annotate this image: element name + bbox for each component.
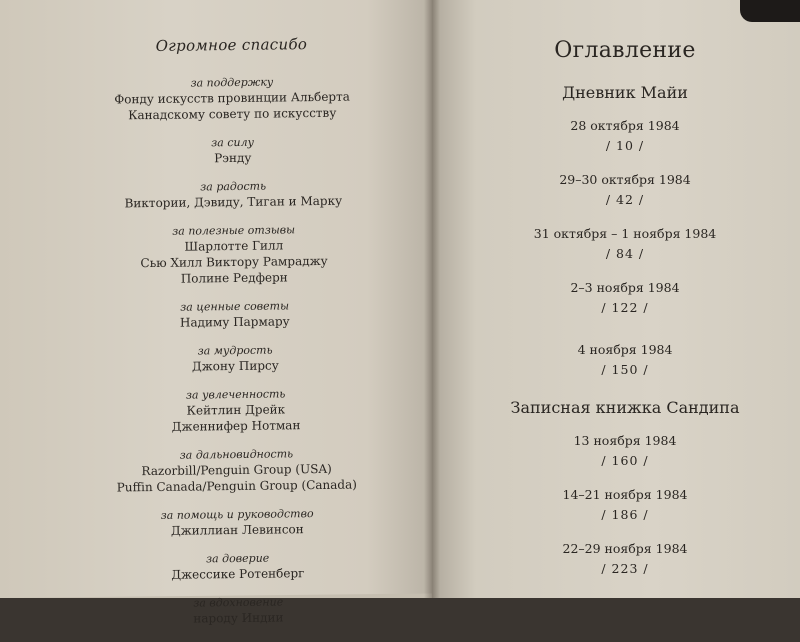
ack-for: за мудрость	[197, 343, 273, 358]
ack-for: за доверие	[206, 551, 270, 566]
ack-for: за помощь и руководство	[160, 507, 314, 522]
toc-entry-date: 31 октября – 1 ноября 1984	[533, 226, 717, 241]
toc-entry-date: 13 ноября 1984	[573, 433, 677, 448]
toc-entry-page: / 84 /	[605, 246, 645, 261]
toc-entry	[500, 170, 750, 210]
ack-for: за вдохновение	[193, 595, 284, 610]
toc-entry	[500, 431, 750, 471]
toc-entry-page: / 223 /	[601, 561, 649, 576]
ack-name: Puffin Canada/Penguin Group (Canada)	[116, 477, 357, 495]
ack-group	[72, 506, 402, 540]
ack-for: за поддержку	[190, 75, 274, 90]
toc-entry	[500, 278, 750, 318]
ack-name: Виктории, Дэвиду, Тиган и Марку	[124, 193, 343, 211]
ack-name: Кейтлин Дрейк	[186, 402, 286, 418]
ack-for: за радость	[200, 179, 267, 194]
toc-section-title: Записная книжка Сандипа	[510, 398, 740, 417]
book-gutter	[424, 0, 440, 598]
ack-group	[67, 74, 398, 124]
ack-name: Джиллиан Левинсон	[170, 522, 304, 538]
toc-entry-date: 14–21 ноября 1984	[562, 487, 688, 502]
ack-name: Шарлотте Гилл	[184, 238, 284, 254]
toc-entry-date: 29–30 октября 1984	[559, 172, 691, 187]
toc-entry-date: 4 ноября 1984	[577, 342, 673, 357]
toc-entry-date: 22–29 ноября 1984	[562, 541, 688, 556]
toc-entry-page: / 186 /	[601, 507, 649, 522]
toc-entry-date: 28 октября 1984	[570, 118, 680, 133]
ack-name: Полине Редферн	[180, 270, 288, 286]
ack-name: Рэнду	[214, 150, 252, 166]
toc-entry-date: 2–3 ноября 1984	[570, 280, 680, 295]
toc-entry-page: / 10 /	[605, 138, 645, 153]
ack-name: народу Индии	[193, 610, 284, 626]
table-of-contents	[500, 38, 750, 593]
ack-group	[71, 446, 402, 496]
toc-entry-page: / 150 /	[601, 362, 649, 377]
toc-title: Оглавление	[554, 38, 696, 63]
ack-for: за силу	[211, 135, 255, 150]
ack-for: за дальновидность	[179, 447, 294, 462]
acknowledgements	[66, 34, 403, 642]
ack-name: Надиму Пармару	[179, 314, 290, 330]
background-corner	[740, 0, 800, 22]
ack-for: за ценные советы	[180, 299, 290, 314]
ack-group	[70, 298, 400, 332]
toc-entry-page: / 122 /	[601, 300, 649, 315]
toc-section-title: Дневник Майи	[562, 83, 688, 102]
toc-entry-page: / 42 /	[605, 192, 645, 207]
ack-name: Джессике Ротенберг	[171, 566, 305, 582]
ack-name: Дженнифер Нотман	[171, 418, 301, 434]
ack-for: за полезные отзывы	[172, 223, 296, 238]
toc-entry	[500, 485, 750, 525]
acknowledgements-title: Огромное спасибо	[155, 35, 308, 55]
ack-group	[68, 178, 398, 212]
ack-name: Razorbill/Penguin Group (USA)	[141, 461, 332, 479]
ack-group	[69, 222, 400, 288]
ack-name: Канадскому совету по искусству	[128, 105, 337, 123]
ack-name: Джону Пирсу	[191, 358, 279, 374]
ack-group	[73, 550, 403, 584]
ack-group	[68, 134, 398, 168]
ack-group	[70, 342, 400, 376]
toc-entry	[500, 539, 750, 579]
toc-entry	[500, 340, 750, 380]
ack-for: за увлеченность	[185, 387, 286, 402]
ack-name: Сью Хилл Виктору Рамраджу	[140, 253, 328, 271]
toc-entry-page: / 160 /	[601, 453, 649, 468]
ack-group	[71, 386, 402, 436]
ack-name: Фонду искусств провинции Альберта	[114, 89, 350, 107]
toc-entry	[500, 116, 750, 156]
toc-entry	[500, 224, 750, 264]
ack-group	[73, 594, 403, 628]
